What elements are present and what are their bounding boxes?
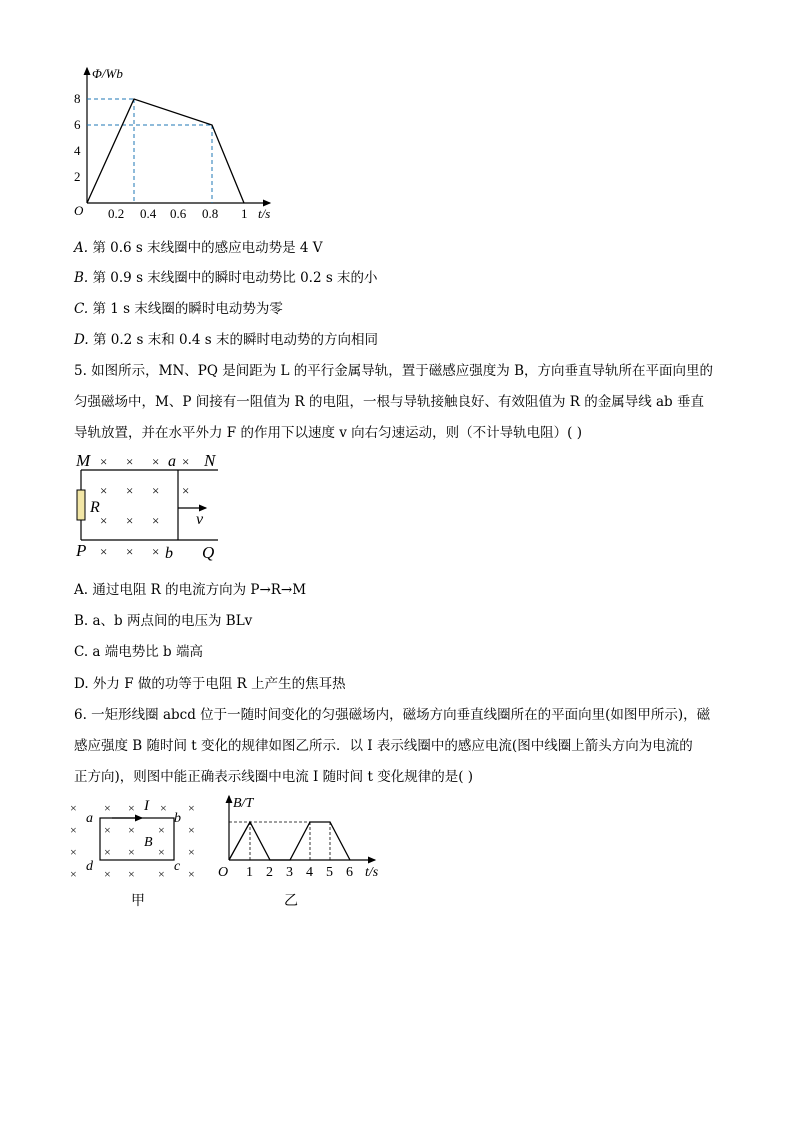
field-cross: ×: [126, 483, 134, 498]
field-cross: ×: [188, 801, 195, 815]
field-cross: ×: [160, 801, 167, 815]
label-i: I: [144, 798, 149, 814]
q4-option-d-letter: D.: [74, 332, 89, 348]
b-time-graph: [215, 792, 390, 884]
field-cross: ×: [128, 867, 135, 881]
field-cross: ×: [70, 823, 77, 837]
field-cross: ×: [128, 845, 135, 859]
y-tick-4: 4: [74, 143, 81, 158]
field-cross: ×: [152, 454, 160, 469]
field-cross: ×: [152, 544, 160, 559]
field-cross: ×: [100, 544, 108, 559]
y-tick-6: 6: [74, 117, 81, 132]
x-tick-3: 3: [286, 865, 293, 880]
x-tick-0.4: 0.4: [140, 206, 157, 220]
label-a: a: [86, 811, 93, 826]
x-tick-0.8: 0.8: [202, 206, 219, 220]
q4-option-c-text: 第 1 s 末线圈的瞬时电动势为零: [92, 301, 283, 317]
field-cross: ×: [70, 845, 77, 859]
field-cross: ×: [188, 867, 195, 881]
field-cross: ×: [70, 801, 77, 815]
label-p: P: [76, 541, 87, 560]
rails-figure: [70, 448, 240, 566]
q4-option-d-text: 第 0.2 s 末和 0.4 s 末的瞬时电动势的方向相同: [92, 332, 378, 348]
label-m: M: [76, 451, 91, 470]
q4-option-d: [74, 328, 378, 348]
field-cross: ×: [70, 867, 77, 881]
label-b: b: [174, 811, 181, 826]
q4-option-b-text: 第 0.9 s 末线圈中的瞬时电动势比 0.2 s 末的小: [92, 270, 378, 286]
y-axis-label: Φ/Wb: [92, 66, 123, 81]
field-cross: ×: [188, 845, 195, 859]
x-axis-label: t/s: [365, 865, 379, 880]
q6-stem-line-2: 感应强度 B 随时间 t 变化的规律如图乙所示．以 I 表示线圈中的感应电流(图中线圈上箭头方向为电流的: [74, 738, 693, 754]
q5-option-a: A. 通过电阻 R 的电流方向为 P→R→M: [74, 582, 307, 598]
q5-stem-line-3: 导轨放置，并在水平外力 F 的作用下以速度 v 向右匀速运动，则（不计导轨电阻）( ): [74, 425, 582, 441]
resistor-r: [77, 490, 85, 520]
label-d: d: [86, 859, 93, 874]
label-v: v: [196, 511, 204, 528]
field-cross: ×: [104, 867, 111, 881]
field-cross: ×: [158, 823, 165, 837]
label-b: b: [165, 545, 173, 562]
origin-label: O: [218, 865, 229, 880]
y-tick-2: 2: [74, 169, 81, 184]
x-tick-6: 6: [346, 865, 353, 880]
q4-option-a-letter: A.: [74, 240, 89, 256]
q4-option-b: [74, 266, 378, 286]
field-cross: ×: [128, 823, 135, 837]
field-cross: ×: [182, 483, 190, 498]
label-field-b: B: [144, 835, 153, 850]
x-tick-1: 1: [246, 865, 253, 880]
q4-option-a: [74, 236, 323, 256]
x-tick-5: 5: [326, 865, 333, 880]
field-cross: ×: [158, 867, 165, 881]
label-q: Q: [202, 543, 215, 562]
y-tick-8: 8: [74, 91, 81, 106]
x-tick-0.6: 0.6: [170, 206, 187, 220]
x-tick-4: 4: [306, 865, 313, 880]
x-axis-label: t/s: [258, 206, 271, 220]
q5-stem-line-1: 5. 如图所示，MN、PQ 是间距为 L 的平行金属导轨，置于磁感应强度为 B，方向垂直导轨所在平面向里的: [74, 363, 714, 379]
label-a: a: [168, 453, 176, 470]
field-cross: ×: [100, 483, 108, 498]
field-cross: ×: [126, 513, 134, 528]
q4-option-c-letter: C.: [74, 301, 89, 317]
field-cross: ×: [128, 801, 135, 815]
q4-option-c: [74, 297, 283, 317]
label-c: c: [174, 859, 181, 874]
caption-yi: 乙: [284, 893, 298, 909]
q5-option-c: C. a 端电势比 b 端高: [74, 644, 203, 660]
field-cross: ×: [104, 801, 111, 815]
field-cross: ×: [100, 513, 108, 528]
x-tick-1: 1: [241, 206, 248, 220]
label-n: N: [204, 451, 216, 470]
q6-stem-line-3: 正方向)，则图中能正确表示线圈中电流 I 随时间 t 变化规律的是( ): [74, 769, 474, 785]
b-curve: [229, 822, 350, 860]
q4-option-a-text: 第 0.6 s 末线圈中的感应电动势是 4 V: [92, 240, 323, 256]
field-cross: ×: [182, 454, 190, 469]
flux-time-graph: [70, 60, 290, 220]
field-cross: ×: [126, 544, 134, 559]
field-cross: ×: [188, 823, 195, 837]
flux-curve: [87, 99, 244, 203]
field-cross: ×: [104, 823, 111, 837]
y-axis-label: B/T: [233, 796, 254, 811]
label-r: R: [90, 499, 100, 516]
q5-option-b: B. a、b 两点间的电压为 BLv: [74, 613, 253, 629]
field-cross: ×: [158, 845, 165, 859]
field-cross: ×: [104, 845, 111, 859]
field-cross: ×: [152, 513, 160, 528]
x-tick-0.2: 0.2: [108, 206, 125, 220]
q4-option-b-letter: B.: [74, 270, 89, 286]
q5-option-d: D. 外力 F 做的功等于电阻 R 上产生的焦耳热: [74, 676, 346, 692]
field-cross: ×: [100, 454, 108, 469]
x-tick-2: 2: [266, 865, 273, 880]
q6-stem-line-1: 6. 一矩形线圈 abcd 位于一随时间变化的匀强磁场内，磁场方向垂直线圈所在的平面向里(如图甲所示)，磁: [74, 707, 711, 723]
coil-figure: [64, 794, 214, 884]
origin-label: O: [74, 203, 84, 218]
q5-stem-line-2: 匀强磁场中，M、P 间接有一阻值为 R 的电阻，一根与导轨接触良好、有效阻值为 R 的金属导线 ab 垂直: [74, 394, 704, 410]
caption-jia: 甲: [131, 893, 145, 909]
field-cross: ×: [126, 454, 134, 469]
field-cross: ×: [152, 483, 160, 498]
